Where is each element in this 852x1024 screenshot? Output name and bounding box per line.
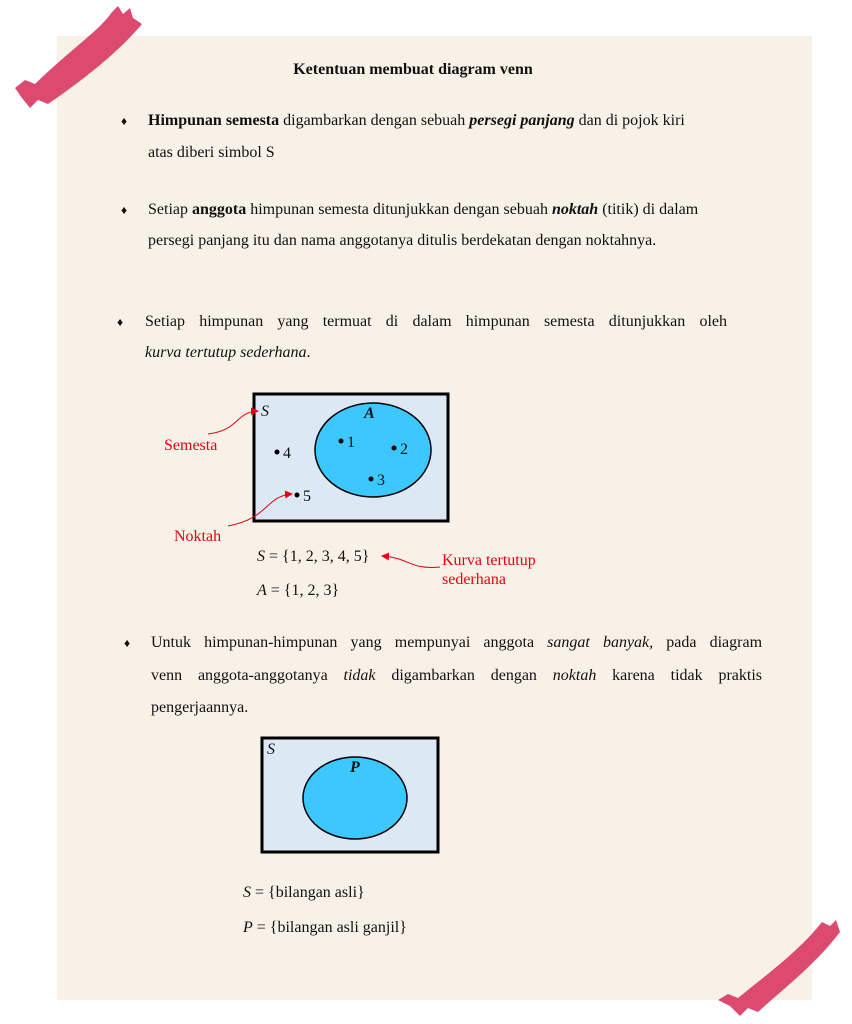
bold-text: anggota	[192, 201, 247, 218]
text: digambarkan dengan sebuah	[279, 112, 470, 129]
text: digambarkan dengan	[375, 667, 553, 684]
set-label: P	[350, 759, 360, 776]
bullet-icon: ♦	[121, 114, 128, 128]
text: Setiap	[148, 201, 192, 218]
equation-s: S = {1, 2, 3, 4, 5}	[257, 548, 370, 565]
text: (titik) di dalam	[598, 201, 699, 218]
bullet-icon: ♦	[121, 203, 128, 217]
italic-text: tidak	[343, 667, 376, 684]
italic-text: sangat banyak,	[547, 634, 654, 651]
set-label: A	[364, 405, 375, 422]
text: dan di pojok kiri	[574, 112, 685, 129]
page-title: Ketentuan membuat diagram venn	[293, 61, 533, 78]
bullet-2-line-2: persegi panjang itu dan nama anggotanya ditulis berdekatan dengan noktahnya.	[148, 232, 657, 249]
label-kurva-line-1: Kurva tertutup	[442, 552, 536, 569]
equation-p: P = {bilangan asli ganjil}	[243, 919, 407, 936]
bullet-icon: ♦	[124, 636, 131, 650]
text: himpunan semesta ditunjukkan dengan sebuah	[246, 201, 552, 218]
bold-text: Himpunan semesta	[148, 112, 280, 129]
bullet-3-line-1: Setiap himpunan yang termuat di dalam himpunan semesta ditunjukkan oleh	[145, 313, 727, 330]
bullet-1-line-2: atas diberi simbol S	[148, 144, 275, 161]
bold-italic-text: persegi panjang	[469, 112, 575, 129]
text: Untuk himpunan-himpunan yang mempunyai anggota	[151, 634, 548, 651]
point-label: 4	[283, 445, 291, 462]
italic-text: kurva tertutup sederhana	[145, 344, 307, 361]
text: venn anggota-anggotanya	[151, 667, 344, 684]
text: .	[306, 344, 311, 361]
point-label: 5	[303, 488, 311, 505]
point-label: 2	[400, 441, 408, 458]
text: karena tidak praktis	[596, 667, 763, 684]
label-kurva-line-2: sederhana	[442, 571, 506, 588]
universe-label: S	[261, 403, 269, 420]
point-label: 1	[347, 434, 355, 451]
equation-a: A = {1, 2, 3}	[257, 582, 340, 599]
label-noktah: Noktah	[174, 528, 222, 545]
label-semesta: Semesta	[164, 437, 218, 454]
bold-italic-text: noktah	[551, 201, 599, 218]
point-label: 3	[377, 472, 385, 489]
bullet-icon: ♦	[117, 315, 124, 329]
italic-text: noktah	[552, 667, 597, 684]
universe-label: S	[267, 741, 275, 758]
bullet-4-line-3: pengerjaannya.	[151, 699, 249, 716]
equation-s: S = {bilangan asli}	[243, 884, 365, 901]
text: pada diagram	[653, 634, 763, 651]
